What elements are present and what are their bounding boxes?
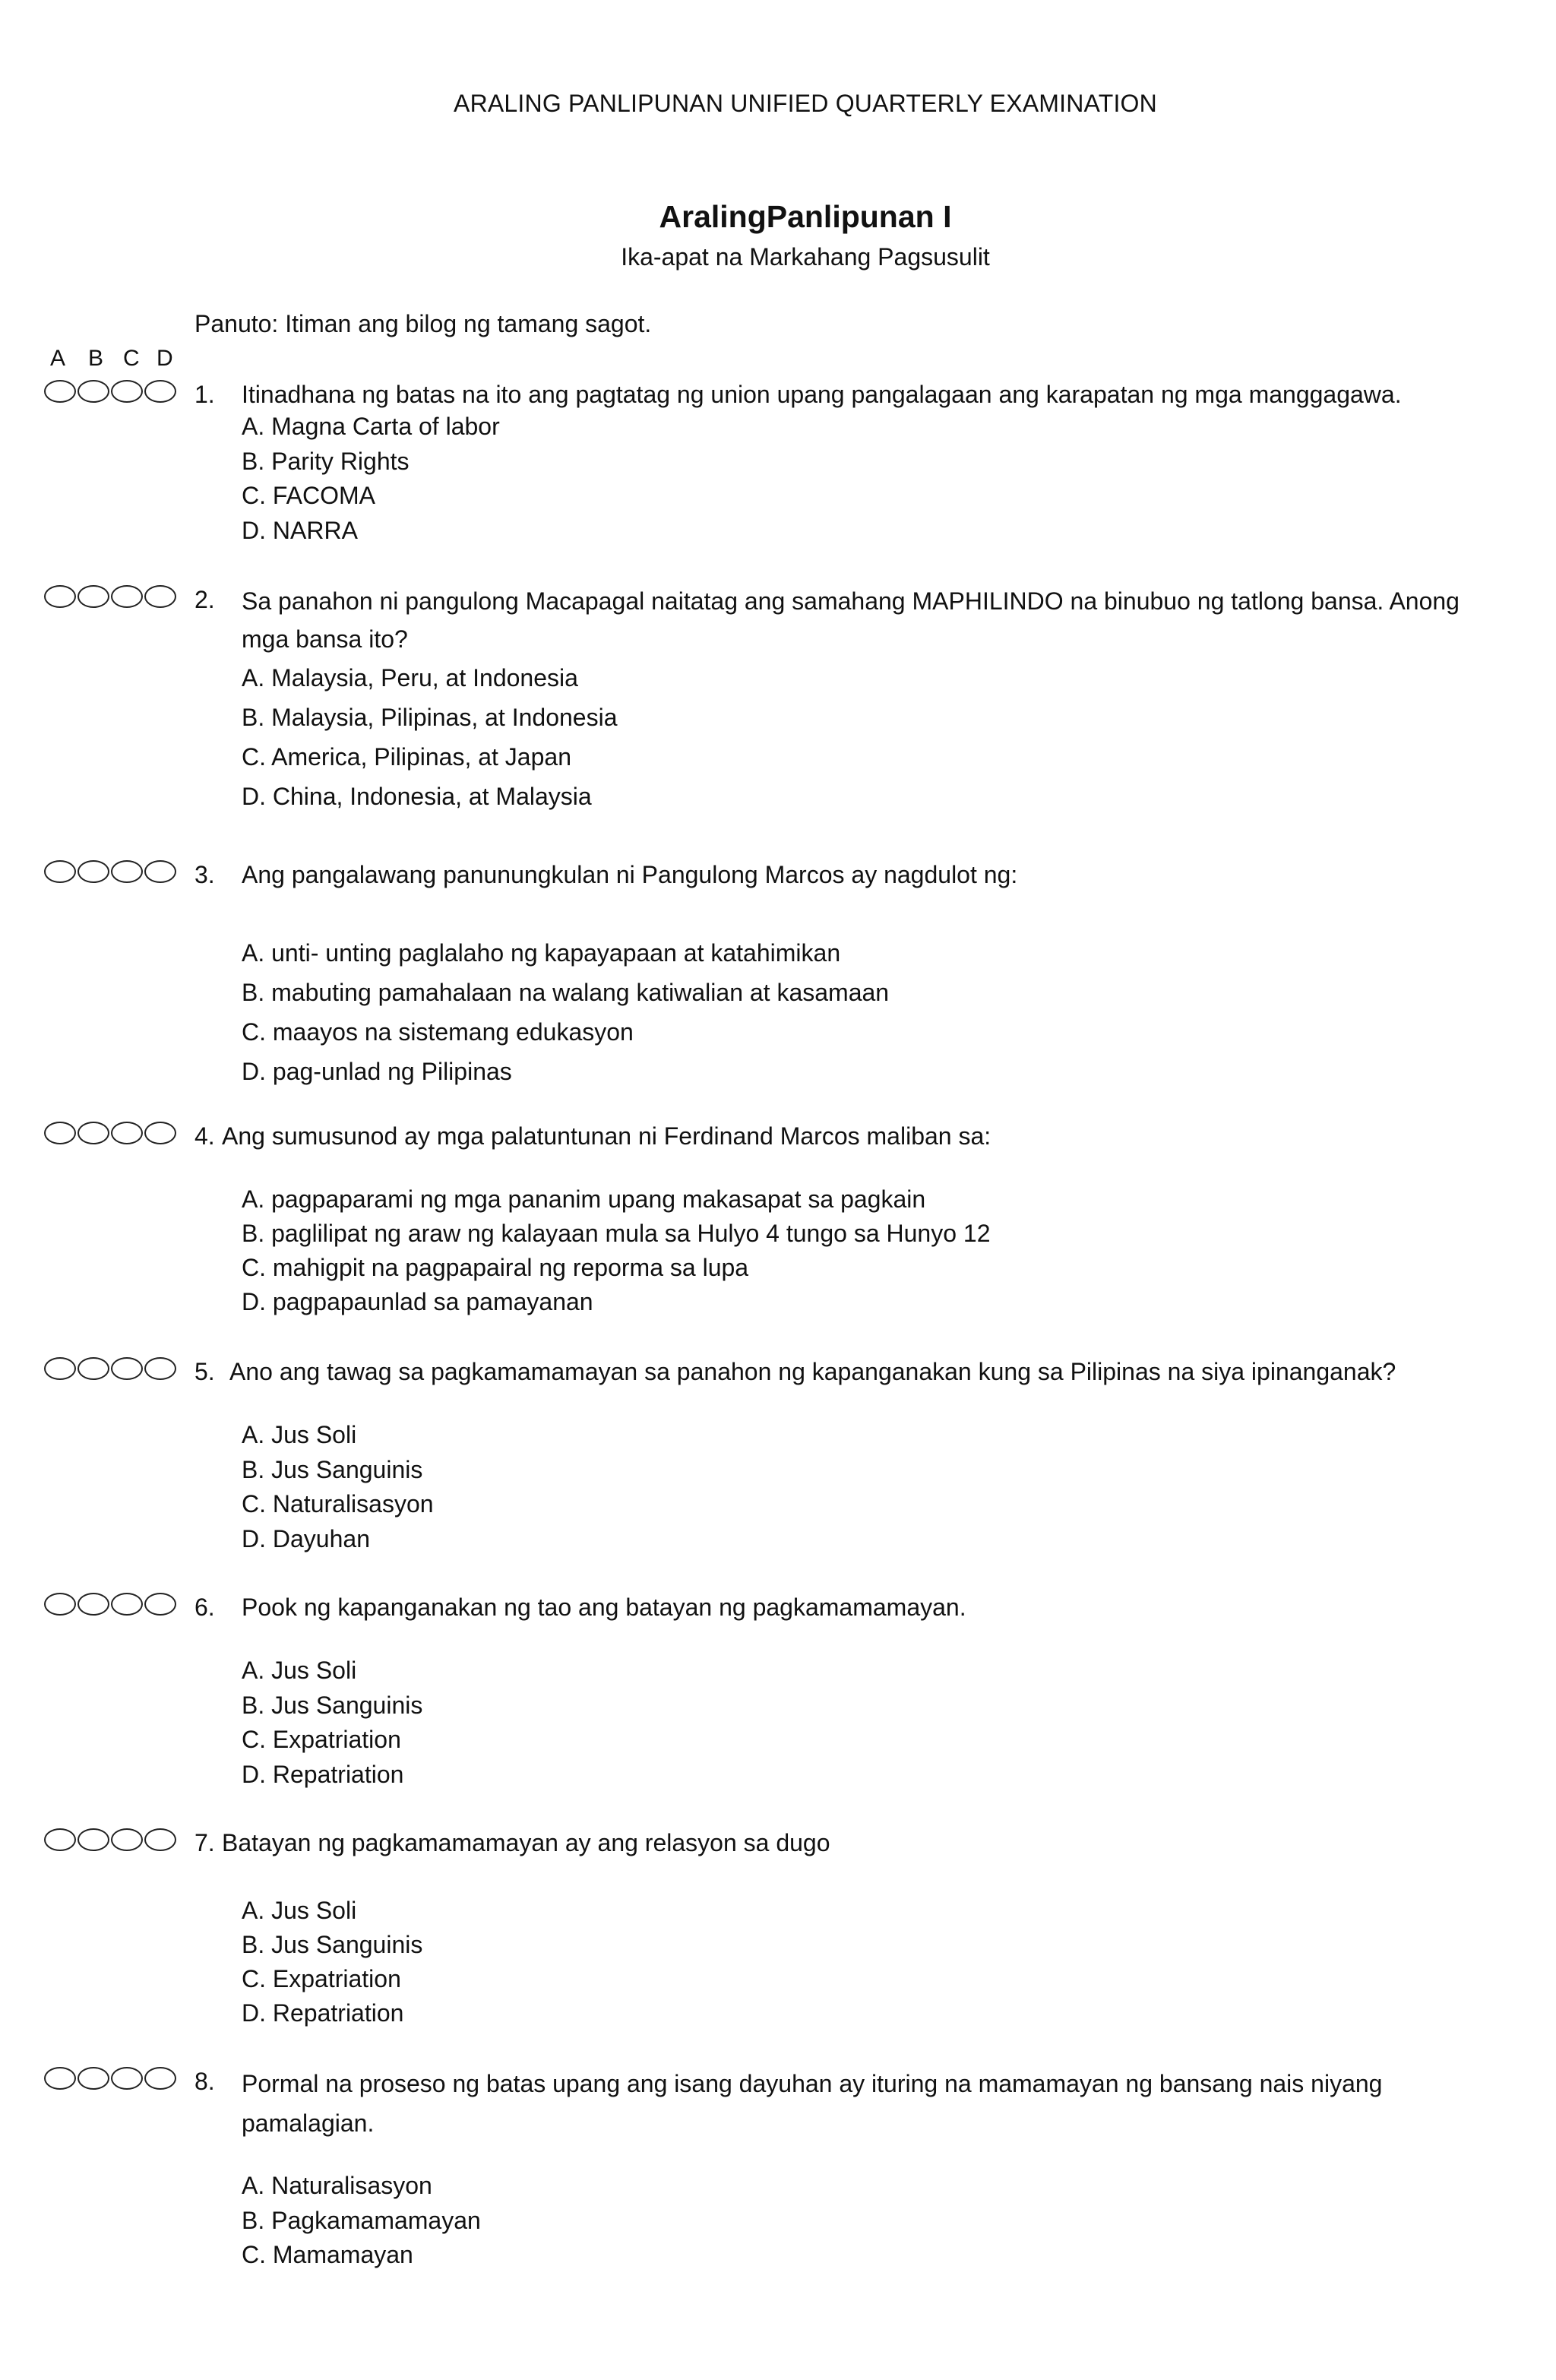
bubble-b[interactable] [77, 2067, 109, 2090]
option-b: B. Pagkamamamayan [242, 2206, 481, 2234]
bubble-c[interactable] [111, 2067, 143, 2090]
question-number: 2. [194, 586, 215, 613]
answer-bubbles [44, 1357, 176, 1380]
page-subtitle: Ika-apat na Markahang Pagsusulit [621, 243, 990, 271]
option-b: B. paglilipat ng araw ng kalayaan mula sa Hulyo 4 tungo sa Hunyo 12 [242, 1220, 991, 1247]
option-d: D. Dayuhan [242, 1524, 370, 1552]
bubble-d[interactable] [144, 2067, 176, 2090]
bubble-a[interactable] [44, 1122, 76, 1144]
bubble-c[interactable] [111, 380, 143, 403]
question-number: 1. [194, 381, 215, 408]
options-list [242, 658, 617, 816]
question-text: Pook ng kapanganakan ng tao ang batayan ng pagkamamamayan. [242, 1594, 966, 1621]
column-letter-c: C [123, 346, 140, 371]
bubble-a[interactable] [44, 2067, 76, 2090]
bubble-c[interactable] [111, 860, 143, 883]
options-list [242, 933, 889, 1091]
bubble-b[interactable] [77, 860, 109, 883]
option-c: C. maayos na sistemang edukasyon [242, 1018, 634, 1046]
option-c: C. FACOMA [242, 482, 376, 509]
question-number: 5. [194, 1358, 215, 1385]
option-a: A. pagpaparami ng mga pananim upang makasapat sa pagkain [242, 1185, 926, 1213]
answer-bubbles [44, 860, 176, 883]
bubble-d[interactable] [144, 585, 176, 608]
bubble-b[interactable] [77, 1122, 109, 1144]
bubble-a[interactable] [44, 1828, 76, 1851]
option-a: A. Magna Carta of labor [242, 413, 500, 440]
bubble-c[interactable] [111, 1357, 143, 1380]
instructions: Panuto: Itiman ang bilog ng tamang sagot. [194, 310, 652, 337]
option-d: D. NARRA [242, 516, 358, 544]
bubble-b[interactable] [77, 1593, 109, 1616]
bubble-d[interactable] [144, 1828, 176, 1851]
answer-bubbles [44, 380, 176, 403]
answer-bubbles [44, 1828, 176, 1851]
bubble-a[interactable] [44, 860, 76, 883]
option-d: D. pagpapaunlad sa pamayanan [242, 1288, 593, 1315]
options-list [242, 1418, 434, 1556]
option-a: A. unti- unting paglalaho ng kapayapaan at katahimikan [242, 939, 841, 967]
option-b: B. Malaysia, Pilipinas, at Indonesia [242, 704, 618, 731]
option-d: D. Repatriation [242, 1999, 404, 2027]
question-text: Sa panahon ni pangulong Macapagal naitatag ang samahang MAPHILINDO na binubuo ng tatlong bansa. Anong mga bansa ito? [242, 587, 1460, 653]
bubble-b[interactable] [77, 380, 109, 403]
options-list [242, 1894, 422, 2030]
bubble-c[interactable] [111, 585, 143, 608]
question-text: Ang pangalawang panunungkulan ni Pangulong Marcos ay nagdulot ng: [242, 861, 1018, 888]
option-c: C. mahigpit na pagpapairal ng reporma sa lupa [242, 1254, 749, 1281]
bubble-b[interactable] [77, 585, 109, 608]
question-text: Ang sumusunod ay mga palatuntunan ni Ferdinand Marcos maliban sa: [222, 1122, 991, 1150]
question-text: Ano ang tawag sa pagkamamamayan sa panahon ng kapanganakan kung sa Pilipinas na siya ipinanganak? [229, 1358, 1396, 1385]
bubble-d[interactable] [144, 1357, 176, 1380]
option-d: D. China, Indonesia, at Malaysia [242, 783, 592, 810]
question-number: 4. [194, 1122, 215, 1150]
options-list [242, 410, 500, 548]
question-number: 7. [194, 1829, 215, 1856]
column-letter-b: B [88, 346, 104, 371]
question-text: Itinadhana ng batas na ito ang pagtatag ng union upang pangalagaan ang karapatan ng mga manggagawa. [242, 381, 1402, 408]
answer-bubbles [44, 1593, 176, 1616]
option-c: C. Expatriation [242, 1965, 401, 1992]
options-list [242, 2169, 481, 2273]
option-b: B. mabuting pamahalaan na walang katiwalian at kasamaan [242, 979, 890, 1006]
option-c: C. America, Pilipinas, at Japan [242, 743, 571, 771]
answer-bubbles [44, 585, 176, 608]
option-b: B. Parity Rights [242, 447, 410, 475]
option-d: D. Repatriation [242, 1760, 404, 1788]
bubble-d[interactable] [144, 380, 176, 403]
question-number: 6. [194, 1594, 215, 1621]
question-number: 3. [194, 861, 215, 888]
answer-column-letters [50, 346, 194, 372]
option-c: C. Expatriation [242, 1726, 401, 1753]
bubble-b[interactable] [77, 1357, 109, 1380]
bubble-a[interactable] [44, 1357, 76, 1380]
options-list [242, 1654, 422, 1792]
question-number: 8. [194, 2068, 215, 2095]
bubble-d[interactable] [144, 860, 176, 883]
option-a: A. Naturalisasyon [242, 2172, 432, 2199]
answer-bubbles [44, 2067, 176, 2090]
option-c: C. Mamamayan [242, 2241, 413, 2268]
bubble-c[interactable] [111, 1122, 143, 1144]
bubble-d[interactable] [144, 1122, 176, 1144]
bubble-a[interactable] [44, 1593, 76, 1616]
column-letter-a: A [50, 346, 66, 371]
bubble-d[interactable] [144, 1593, 176, 1616]
option-c: C. Naturalisasyon [242, 1490, 434, 1518]
bubble-a[interactable] [44, 380, 76, 403]
column-letter-d: D [157, 346, 173, 371]
bubble-b[interactable] [77, 1828, 109, 1851]
option-a: A. Jus Soli [242, 1421, 357, 1448]
question-text: Batayan ng pagkamamamayan ay ang relasyon sa dugo [222, 1829, 830, 1856]
option-a: A. Jus Soli [242, 1897, 357, 1924]
options-list [242, 1182, 991, 1319]
option-b: B. Jus Sanguinis [242, 1931, 423, 1958]
option-a: A. Malaysia, Peru, at Indonesia [242, 664, 578, 692]
exam-header: ARALING PANLIPUNAN UNIFIED QUARTERLY EXAMINATION [454, 90, 1157, 117]
bubble-c[interactable] [111, 1828, 143, 1851]
question-text: Pormal na proseso ng batas upang ang isang dayuhan ay ituring na mamamayan ng bansang nais niyang pamalagian. [242, 2070, 1383, 2137]
option-a: A. Jus Soli [242, 1657, 357, 1684]
option-b: B. Jus Sanguinis [242, 1691, 423, 1719]
answer-bubbles [44, 1122, 176, 1144]
page-title: AralingPanlipunan I [659, 199, 952, 234]
bubble-c[interactable] [111, 1593, 143, 1616]
option-b: B. Jus Sanguinis [242, 1455, 423, 1483]
bubble-a[interactable] [44, 585, 76, 608]
option-d: D. pag-unlad ng Pilipinas [242, 1058, 512, 1085]
